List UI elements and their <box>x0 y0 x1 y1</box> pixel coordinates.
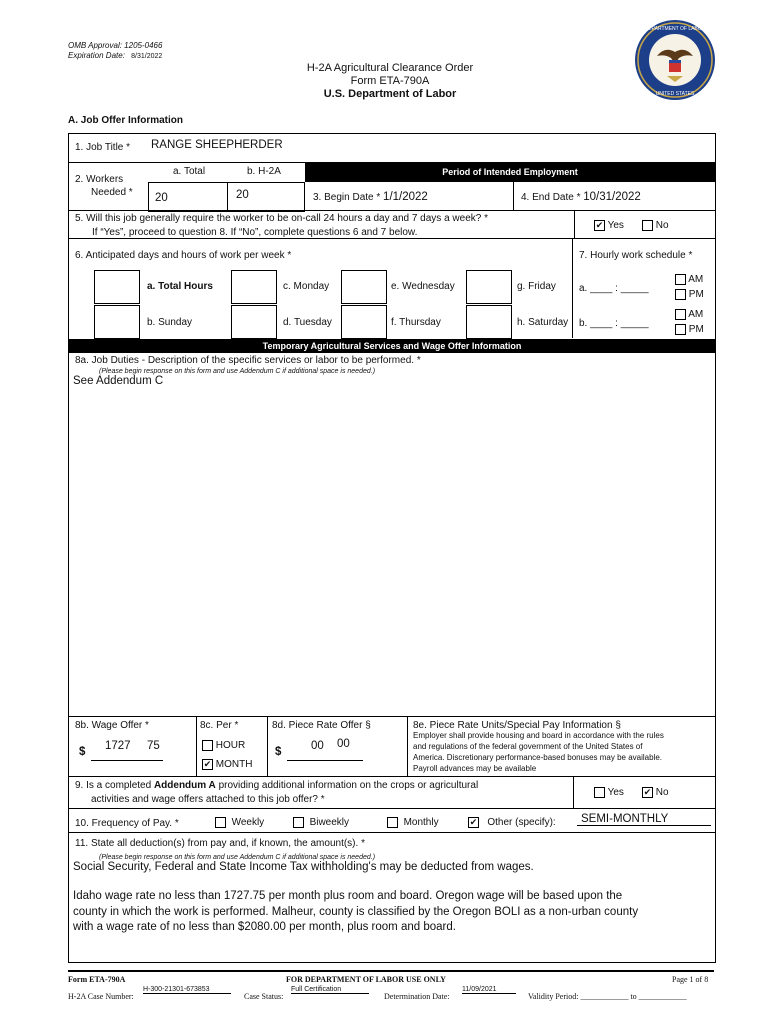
end-date-field[interactable] <box>521 191 641 203</box>
case-number-label: H-2A Case Number: <box>68 992 134 1001</box>
month-checkbox[interactable]: ✔ <box>203 759 212 769</box>
end-date-value: 10/31/2022 <box>583 191 641 203</box>
hour-label: HOUR <box>215 740 246 752</box>
q8a-label: 8a. Job Duties - Description of the specific services or labor to be performed. * <box>75 355 421 366</box>
q9-no-checkbox[interactable]: ✔ <box>643 787 652 797</box>
svg-text:DEPARTMENT OF LABOR: DEPARTMENT OF LABOR <box>644 26 706 32</box>
schedule-b-pm[interactable] <box>675 324 704 335</box>
other-specify-field[interactable]: SEMI-MONTHLY <box>577 813 711 826</box>
case-number-field: H-300-21301-673853 <box>143 986 231 994</box>
expiration-value: 8/31/2022 <box>131 53 163 60</box>
q2-label-2: Needed * <box>91 187 133 198</box>
weekly-checkbox[interactable] <box>215 817 226 828</box>
hour-checkbox[interactable] <box>202 740 213 751</box>
friday-field[interactable] <box>466 270 512 304</box>
workers-total-value: 20 <box>155 192 168 204</box>
q9-yes-checkbox[interactable] <box>594 787 605 798</box>
piece-cents: 00 <box>337 738 350 750</box>
pm-label: PM <box>688 289 704 301</box>
workers-h2a-field[interactable] <box>227 182 305 212</box>
wage-band: Temporary Agricultural Services and Wage Offer Information <box>69 339 715 353</box>
q10-label: 10. Frequency of Pay. * <box>75 818 179 829</box>
dol-seal-icon <box>633 18 717 102</box>
workers-total-field[interactable] <box>148 182 228 212</box>
q5-no-checkbox[interactable] <box>642 220 653 231</box>
begin-date-value: 1/1/2022 <box>383 191 428 203</box>
wednesday-field[interactable] <box>341 270 387 304</box>
q9-no-option[interactable] <box>642 787 669 798</box>
case-status-label: Case Status: <box>244 992 284 1001</box>
q9-yes-option[interactable] <box>594 787 624 798</box>
deductions-para2[interactable]: county in which the work is performed. Malheur, county is classified by the Oregon BOLI as a non-urban county <box>73 906 639 918</box>
svg-text:UNITED STATES: UNITED STATES <box>655 91 695 97</box>
monthly-label: Monthly <box>403 817 439 829</box>
am-checkbox[interactable] <box>675 309 686 320</box>
deductions-line1[interactable]: Social Security, Federal and State Income Tax withholding's may be deducted from wages. <box>73 861 534 873</box>
form-title: H-2A Agricultural Clearance Order <box>306 62 474 74</box>
q9-line2: activities and wage offers attached to this job offer? * <box>91 794 325 805</box>
sunday-label: b. Sunday <box>147 317 193 328</box>
form-number: Form ETA-790A <box>350 75 430 87</box>
am-label: AM <box>688 309 704 321</box>
q9-pre: 9. Is a completed <box>75 780 154 791</box>
am-checkbox[interactable] <box>675 274 686 285</box>
q1-label: 1. Job Title * <box>75 142 131 153</box>
total-label: a. Total <box>173 166 206 177</box>
section-a-heading: A. Job Offer Information <box>68 115 183 126</box>
thursday-field[interactable] <box>341 305 387 339</box>
case-status-field: Full Certification <box>291 986 369 994</box>
q8e-label: 8e. Piece Rate Units/Special Pay Information § <box>413 720 621 731</box>
am-label: AM <box>688 274 704 286</box>
q8d-dollar: $ <box>275 746 282 758</box>
monthly-checkbox[interactable] <box>387 817 398 828</box>
schedule-a-am[interactable] <box>675 274 703 285</box>
q8b-label: 8b. Wage Offer * <box>75 720 149 731</box>
piece-rate-field[interactable] <box>287 738 363 761</box>
expiration-date <box>68 51 162 60</box>
other-option[interactable] <box>468 817 556 828</box>
pm-checkbox[interactable] <box>675 324 686 335</box>
wage-cents: 75 <box>147 740 160 752</box>
biweekly-option[interactable] <box>293 817 349 828</box>
h2a-label: b. H-2A <box>247 166 281 177</box>
q9-post: providing additional information on the crops or agricultural <box>215 780 479 791</box>
q7-label: 7. Hourly work schedule * <box>579 250 693 261</box>
q5-yes-option[interactable] <box>594 220 624 231</box>
q9-yes-label: Yes <box>607 787 624 799</box>
q8b-dollar: $ <box>79 746 86 758</box>
schedule-b-am[interactable] <box>675 309 703 320</box>
other-label: Other (specify): <box>487 817 556 829</box>
q9-line1 <box>75 780 478 791</box>
begin-date-field[interactable] <box>313 191 428 203</box>
q8a-note: (Please begin response on this form and use Addendum C if additional space is needed.) <box>99 368 376 375</box>
period-band: Period of Intended Employment <box>305 162 715 182</box>
monday-field[interactable] <box>231 270 277 304</box>
tuesday-label: d. Tuesday <box>283 317 332 328</box>
determination-date-field: 11/09/2021 <box>462 986 516 994</box>
job-offer-form <box>68 133 716 963</box>
biweekly-checkbox[interactable] <box>293 817 304 828</box>
piece-dollars: 00 <box>311 740 324 752</box>
q5-no-label: No <box>655 220 669 232</box>
weekly-label: Weekly <box>231 817 265 829</box>
other-checkbox[interactable]: ✔ <box>469 817 478 827</box>
deductions-para1[interactable]: Idaho wage rate no less than 1727.75 per month plus room and board. Oregon wage will be based upon the <box>73 890 623 902</box>
total-hours-field[interactable] <box>94 270 140 304</box>
q5-yes-label: Yes <box>607 220 624 232</box>
deductions-para3[interactable]: with a wage rate of no less than $2080.00 per month, plus room and board. <box>73 921 456 933</box>
q5-yes-checkbox[interactable]: ✔ <box>595 220 604 230</box>
job-title-field[interactable]: RANGE SHEEPHERDER <box>151 139 283 151</box>
omb-approval: OMB Approval: 1205-0466 <box>68 41 163 50</box>
schedule-b-field[interactable]: b. ____ : _____ <box>579 318 649 329</box>
begin-date-label: 3. Begin Date * <box>313 192 381 203</box>
q2-label: 2. Workers <box>75 174 124 185</box>
department-title: U.S. Department of Labor <box>323 88 457 100</box>
q5-line1: 5. Will this job generally require the worker to be on-call 24 hours a day and 7 days a week? * <box>75 213 489 224</box>
tuesday-field[interactable] <box>231 305 277 339</box>
footer-dol-use-only: FOR DEPARTMENT OF LABOR USE ONLY <box>286 975 446 984</box>
footer-form-number: Form ETA-790A <box>68 975 126 984</box>
q8e-line1: Employer shall provide housing and board in accordance with the rules <box>413 731 664 740</box>
q6-label: 6. Anticipated days and hours of work per week * <box>75 250 292 261</box>
pm-label: PM <box>688 324 704 336</box>
pm-checkbox[interactable] <box>675 289 686 300</box>
job-duties-field[interactable]: See Addendum C <box>73 375 164 387</box>
per-month-option[interactable] <box>202 759 252 770</box>
q8e-line2: and regulations of the federal government of the United States of <box>413 742 643 751</box>
q8c-label: 8c. Per * <box>200 720 239 731</box>
per-hour-option[interactable] <box>202 740 245 751</box>
thursday-label: f. Thursday <box>391 317 441 328</box>
month-label: MONTH <box>215 759 253 771</box>
q8e-line3: America. Discretionary performance-based bonuses may be available. <box>413 753 663 762</box>
weekly-option[interactable] <box>215 817 264 828</box>
monday-label: c. Monday <box>283 281 330 292</box>
monthly-option[interactable] <box>387 817 439 828</box>
wednesday-label: e. Wednesday <box>391 281 455 292</box>
validity-period: Validity Period: ____________ to ____________ <box>528 992 687 1001</box>
q11-label: 11. State all deduction(s) from pay and, if known, the amount(s). * <box>75 838 365 849</box>
expiration-label: Expiration Date: <box>68 51 125 60</box>
workers-h2a-value: 20 <box>236 189 249 201</box>
wage-offer-field[interactable] <box>91 740 163 761</box>
q5-no-option[interactable] <box>642 220 669 231</box>
saturday-label: h. Saturday <box>517 317 569 328</box>
wage-dollars: 1727 <box>105 740 131 752</box>
total-hours-label: a. Total Hours <box>147 281 213 292</box>
end-date-label: 4. End Date * <box>521 192 581 203</box>
q5-line2: If “Yes”, proceed to question 8. If “No”, complete questions 6 and 7 below. <box>92 227 418 238</box>
schedule-a-field[interactable]: a. ____ : _____ <box>579 283 649 294</box>
biweekly-label: Biweekly <box>309 817 350 829</box>
q8d-label: 8d. Piece Rate Offer § <box>272 720 371 731</box>
friday-label: g. Friday <box>517 281 556 292</box>
q8e-line4: Payroll advances may be available <box>413 764 537 773</box>
determination-date-label: Determination Date: <box>384 992 450 1001</box>
q9-no-label: No <box>655 787 669 799</box>
schedule-a-pm[interactable] <box>675 289 704 300</box>
q11-note: (Please begin response on this form and use Addendum C if additional space is needed.) <box>99 854 376 861</box>
q9-addendum: Addendum A <box>153 780 216 791</box>
sunday-field[interactable] <box>94 305 140 339</box>
saturday-field[interactable] <box>466 305 512 339</box>
footer-page: Page 1 of 8 <box>672 975 709 984</box>
